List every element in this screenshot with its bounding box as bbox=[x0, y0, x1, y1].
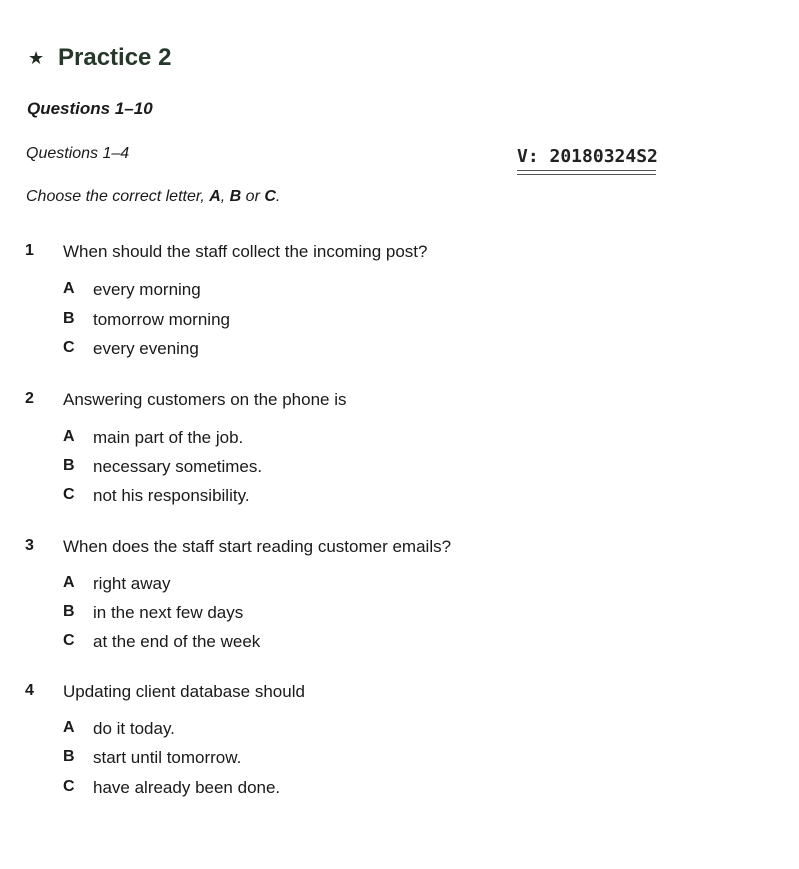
option-2b[interactable] bbox=[0, 457, 799, 479]
question-text: Answering customers on the phone is bbox=[63, 390, 347, 409]
option-text: every morning bbox=[93, 280, 201, 299]
instruction-text bbox=[26, 188, 280, 206]
option-3c[interactable] bbox=[0, 632, 799, 654]
option-letter: B bbox=[63, 748, 75, 765]
option-letter: C bbox=[63, 632, 75, 649]
question-text: When should the staff collect the incoming post? bbox=[63, 242, 428, 261]
instruction-separator: , bbox=[220, 188, 230, 205]
question-number: 4 bbox=[25, 682, 34, 699]
option-1a[interactable] bbox=[0, 280, 799, 302]
option-letter: A bbox=[63, 719, 75, 736]
option-letter: A bbox=[63, 428, 75, 445]
option-4c[interactable] bbox=[0, 778, 799, 800]
option-letter: C bbox=[63, 339, 75, 356]
option-letter: B bbox=[63, 457, 75, 474]
option-text: start until tomorrow. bbox=[93, 748, 242, 767]
question-number: 1 bbox=[25, 242, 34, 259]
star-icon: ★ bbox=[28, 47, 45, 68]
option-1c[interactable] bbox=[0, 339, 799, 361]
option-letter: C bbox=[63, 486, 75, 503]
option-text: every evening bbox=[93, 339, 199, 358]
option-2a[interactable] bbox=[0, 428, 799, 450]
option-text: right away bbox=[93, 574, 171, 593]
version-underline bbox=[517, 174, 656, 175]
version-underline bbox=[517, 170, 656, 171]
version-code: V: 20180324S2 bbox=[517, 146, 658, 167]
practice-heading bbox=[28, 44, 171, 72]
instruction-or: or bbox=[241, 188, 265, 205]
sub-section-title: Questions 1–4 bbox=[26, 145, 130, 162]
option-4b[interactable] bbox=[0, 748, 799, 770]
option-2c[interactable] bbox=[0, 486, 799, 508]
option-text: at the end of the week bbox=[93, 632, 261, 651]
option-letter: C bbox=[63, 778, 75, 795]
option-4a[interactable] bbox=[0, 719, 799, 741]
instruction-letter-b: B bbox=[229, 188, 242, 205]
instruction-prefix: Choose the correct letter, bbox=[26, 188, 210, 205]
option-text: main part of the job. bbox=[93, 428, 244, 447]
option-letter: B bbox=[63, 603, 75, 620]
section-title: Questions 1–10 bbox=[27, 99, 153, 118]
question-text: Updating client database should bbox=[63, 682, 305, 701]
option-text: in the next few days bbox=[93, 603, 244, 622]
question-text: When does the staff start reading customer emails? bbox=[63, 537, 452, 556]
option-3a[interactable] bbox=[0, 574, 799, 596]
page-title: Practice 2 bbox=[58, 44, 172, 71]
option-text: tomorrow morning bbox=[93, 310, 230, 329]
option-3b[interactable] bbox=[0, 603, 799, 625]
option-text: necessary sometimes. bbox=[93, 457, 263, 476]
instruction-letter-c: C bbox=[264, 188, 276, 205]
option-letter: A bbox=[63, 574, 75, 591]
option-1b[interactable] bbox=[0, 310, 799, 332]
question-number: 3 bbox=[25, 537, 34, 554]
option-letter: B bbox=[63, 310, 75, 327]
option-text: not his responsibility. bbox=[93, 486, 250, 505]
instruction-end: . bbox=[275, 188, 281, 205]
option-text: do it today. bbox=[93, 719, 175, 738]
question-number: 2 bbox=[25, 390, 34, 407]
option-letter: A bbox=[63, 280, 75, 297]
option-text: have already been done. bbox=[93, 778, 281, 797]
instruction-letter-a: A bbox=[209, 188, 221, 205]
